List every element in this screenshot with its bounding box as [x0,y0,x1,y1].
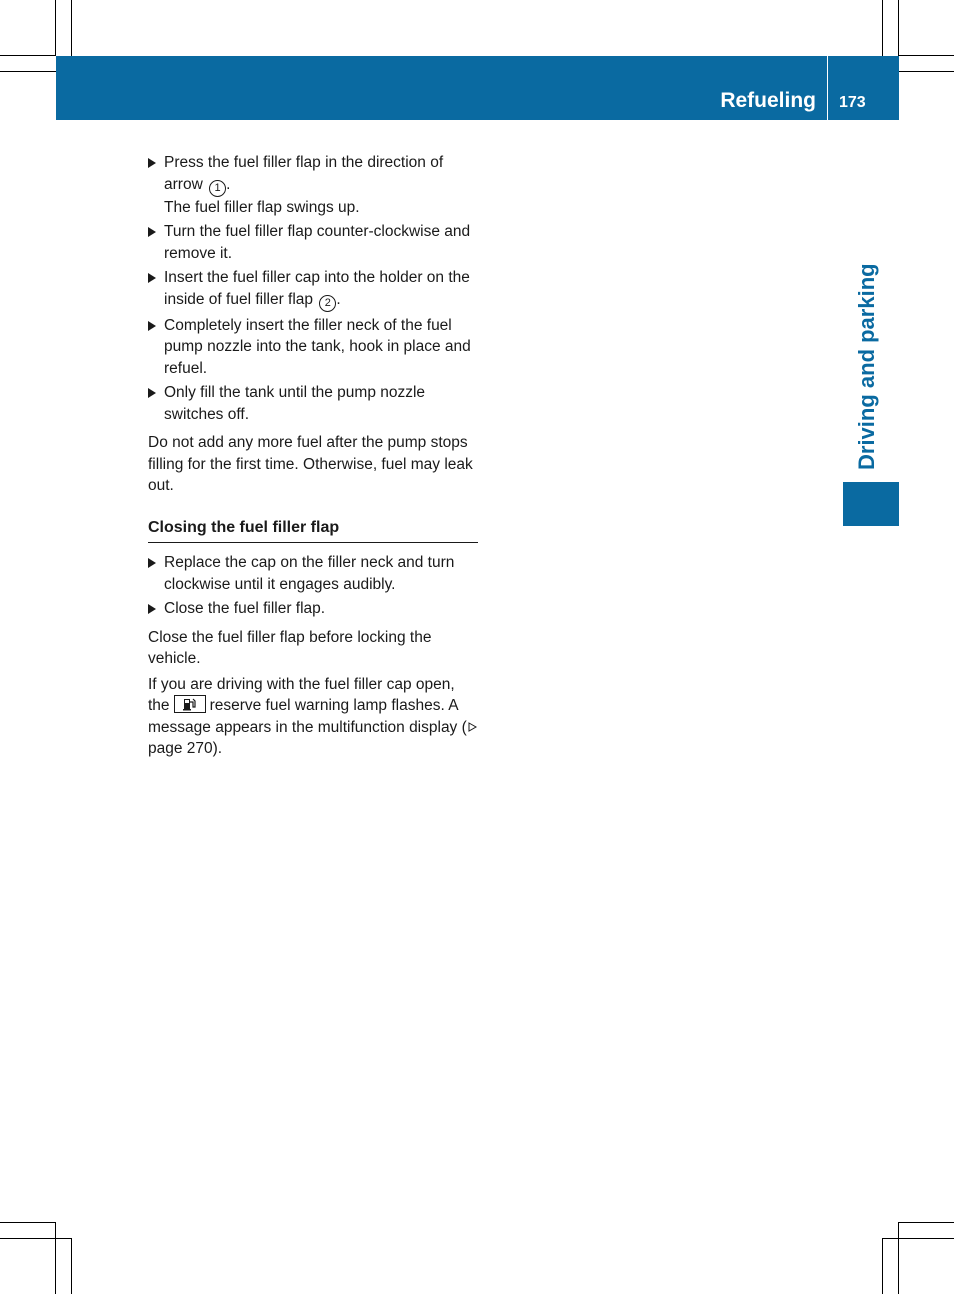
warning-text-part1: If you are driving with the fuel filler cap open, the [148,675,455,714]
close-note: Close the fuel filler flap before locking the vehicle. [148,628,432,667]
step-bullet-icon [148,558,156,568]
step-bullet-icon [148,604,156,614]
crop-mark [55,1222,56,1294]
page-reference-icon [468,722,475,732]
step-text-end: . [336,290,341,308]
overfill-note: Do not add any more fuel after the pump stops filling for the first time. Otherwise, fuel may leak out. [148,434,473,494]
section-title: Refueling [720,89,816,112]
crop-mark [0,55,56,56]
step-text: Replace the cap on the filler neck and turn clockwise until it engages audibly. [164,554,455,593]
step-text-end: . [226,175,231,193]
crop-mark [71,0,72,56]
crop-mark [898,0,899,56]
step-text: Close the fuel filler flap. [164,600,326,617]
crop-mark [0,1238,72,1239]
warning-note [148,674,478,760]
crop-mark [0,1222,56,1223]
step-bullet-icon [148,227,156,237]
callout-marker: 2 [319,295,336,312]
main-content [148,152,478,764]
crop-mark [71,1238,72,1294]
step-result: The fuel filler flap swings up. [164,198,360,216]
step-item [148,315,478,380]
callout-marker: 1 [209,180,226,197]
chapter-tab-label: Driving and parking [854,263,879,470]
step-bullet-icon [148,158,156,168]
crop-mark [898,1222,899,1294]
closing-heading: Closing the fuel filler flap [148,517,478,544]
step-text: Completely insert the filler neck of the fuel pump nozzle into the tank, hook in place and refuel. [164,316,471,377]
step-bullet-icon [148,321,156,331]
step-item [148,382,478,425]
step-bullet-icon [148,273,156,283]
crop-mark [882,1238,954,1239]
crop-mark [898,55,954,56]
step-text: Only fill the tank until the pump nozzle switches off. [164,384,426,423]
warning-text-part2: reserve fuel warning lamp flashes. A message appears in the multifunction display ( [148,697,467,736]
crop-mark [898,71,954,72]
step-bullet-icon [148,388,156,398]
warning-text-part3[interactable]: page 270). [148,740,223,757]
page-number: 173 [839,94,866,111]
crop-mark [55,0,56,56]
step-text: Turn the fuel filler flap counter-clockwise and remove it. [164,223,471,262]
crop-mark [882,1238,883,1294]
step-item [148,152,478,218]
crop-mark [0,71,56,72]
step-item [148,221,478,264]
step-text: Press the fuel filler flap in the direction of arrow [164,154,444,193]
step-item [148,598,478,620]
fuel-pump-icon [174,695,206,713]
chapter-tab-marker [843,482,899,526]
header-divider [827,56,828,120]
step-item [148,552,478,595]
crop-mark [898,1222,954,1223]
step-text: Insert the fuel filler cap into the holder on the inside of fuel filler flap [164,269,470,308]
step-item [148,267,478,312]
crop-mark [882,0,883,56]
